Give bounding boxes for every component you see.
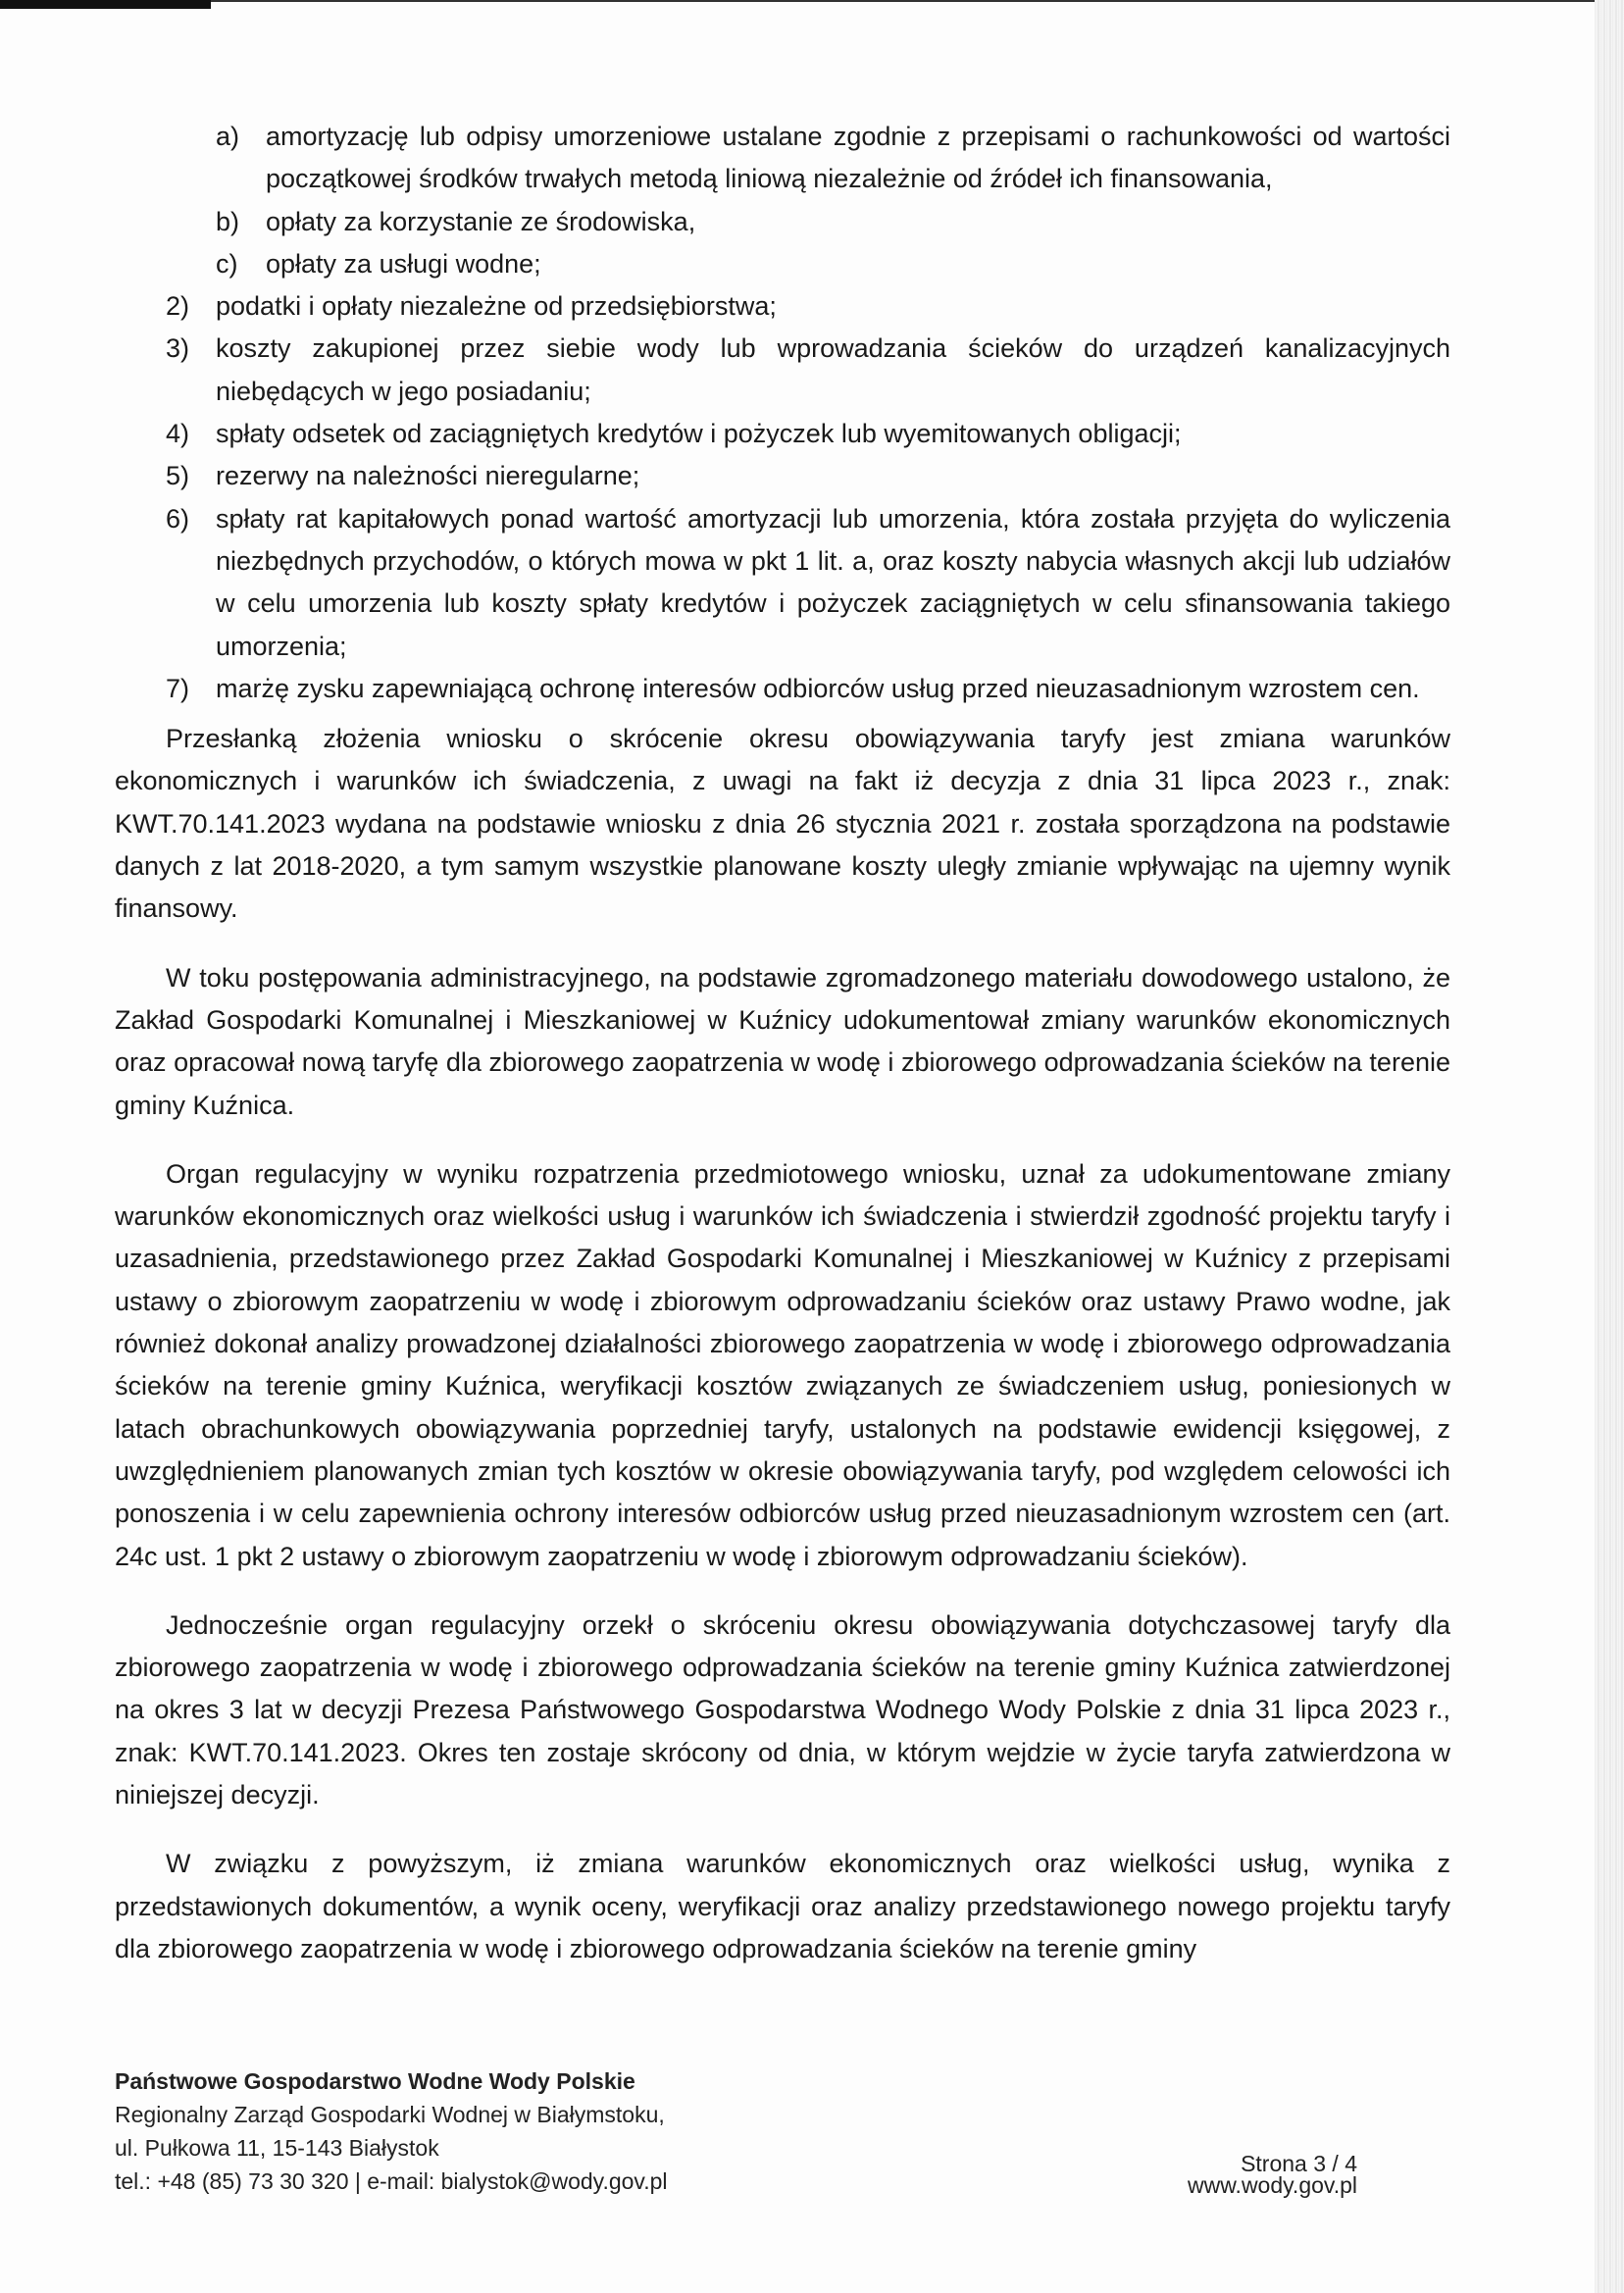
footer-right [1063,2153,1357,2196]
list-item-4 [115,413,1450,455]
website-link[interactable]: www.wody.gov.pl [1188,2172,1357,2198]
page-number: Strona 3 / 4 [1241,2151,1357,2176]
paragraph: Organ regulacyjny w wyniku rozpatrzenia przedmiotowego wniosku, uznał za udokumentowane zmiany warunków ekonomicznych oraz wielkości usług i warunków ich świadczenia i stwierdził zgodność projektu taryfy i uzasadnienia, przedstawionego przez Zakład Gospodarki Komunalnej i Mieszkaniowej w Kuźnicy z przepisami ustawy o zbiorowym zaopatrzeniu w wodę i zbiorowym odprowadzaniu ścieków oraz ustawy Prawo wodne, jak również dokonał analizy prowadzonej działalności zbiorowego zaopatrzenia w wodę i zbiorowego odprowadzania ścieków na terenie gminy Kuźnica, weryfikacji kosztów związanych ze świadczeniem usług, poniesionych w latach obrachunkowych obowiązywania poprzedniej taryfy, ustalonych na podstawie ewidencji księgowej, z uwzględnieniem planowanych zmian tych kosztów w okresie obowiązywania taryfy, pod względem celowości ich ponoszenia i w celu zapewnienia ochrony interesów odbiorców usług przed nieuzasadnionym wzrostem cen (art. 24c ust. 1 pkt 2 ustawy o zbiorowym zaopatrzeniu w wodę i zbiorowym odprowadzaniu ścieków). [115,1158,1450,1571]
list-marker: 2) [166,291,190,322]
list-item-text: podatki i opłaty niezależne od przedsiębiorstwa; [216,291,777,322]
list-marker: 6) [166,503,190,534]
list-item-6 [115,498,1450,668]
document-body [115,116,1450,1997]
list-marker: a) [216,122,240,151]
scan-artifact-bar [0,0,211,9]
footer-street: ul. Pułkowa 11, 15-143 Białystok [115,2135,439,2161]
list-marker: 3) [166,333,190,364]
footer-organization: Państwowe Gospodarstwo Wodne Wody Polskie [115,2068,635,2094]
list-item-a [115,116,1450,201]
scan-edge [1595,0,1624,2293]
list-item-c [115,243,1450,285]
list-item-3 [115,328,1450,413]
list-marker: c) [216,248,238,279]
list-item-2 [115,285,1450,328]
list-marker: 4) [166,419,190,449]
list-marker: b) [216,206,240,236]
footer-address [115,2064,668,2198]
list-item-text: koszty zakupionej przez siebie wody lub wprowadzania ścieków do urządzeń kanalizacyjnych niebędących w jego posiadaniu; [216,333,1450,406]
footer-contact: tel.: +48 (85) 73 30 320 | e-mail: bialystok@wody.gov.pl [115,2168,668,2194]
list-item-text: spłaty rat kapitałowych ponad wartość amortyzacji lub umorzenia, która została przyjęta do wyliczenia niezbędnych przychodów, o których mowa w pkt 1 lit. a, oraz koszty nabycia własnych akcji lub udziałów w celu umorzenia lub koszty spłaty kredytów i pożyczek zaciągniętych w celu sfinansowania takiego umorzenia; [216,503,1450,661]
list-item-7 [115,668,1450,710]
list-item-text: spłaty odsetek od zaciągniętych kredytów i pożyczek lub wyemitowanych obligacji; [216,419,1182,449]
list-marker: 5) [166,461,190,491]
paragraph: W związku z powyższym, iż zmiana warunków ekonomicznych oraz wielkości usług, wynika z przedstawionych dokumentów, a wynik oceny, weryfikacji oraz analizy przedstawionego nowego projektu taryfy dla zbiorowego zaopatrzenia w wodę i zbiorowego odprowadzania ścieków na terenie gminy [115,1849,1450,1963]
list-item-text: rezerwy na należności nieregularne; [216,461,640,491]
list-item-5 [115,455,1450,497]
scan-artifact-line [211,0,1603,2]
list-marker: 7) [166,673,190,703]
footer-office: Regionalny Zarząd Gospodarki Wodnej w Białymstoku, [115,2102,665,2127]
paragraph: Przesłanką złożenia wniosku o skrócenie okresu obowiązywania taryfy jest zmiana warunków ekonomicznych i warunków ich świadczenia, z uwagi na fakt iż decyzja z dnia 31 lipca 2023 r., znak: KWT.70.141.2023 wydana na podstawie wniosku z dnia 26 stycznia 2021 r. została sporządzona na podstawie danych z lat 2018-2020, a tym samym wszystkie planowane koszty uległy zmianie wpływając na ujemny wynik finansowy. [115,724,1450,924]
paragraph: Jednocześnie organ regulacyjny orzekł o skróceniu okresu obowiązywania dotychczasowej taryfy dla zbiorowego zaopatrzenia w wodę i zbiorowego odprowadzania ścieków na terenie gminy Kuźnica zatwierdzonej na okres 3 lat w decyzji Prezesa Państwowego Gospodarstwa Wodnego Wody Polskie z dnia 31 lipca 2023 r., znak: KWT.70.141.2023. Okres ten zostaje skrócony od dnia, w którym wejdzie w życie taryfa zatwierdzona w niniejszej decyzji. [115,1609,1450,1809]
list-item-text: amortyzację lub odpisy umorzeniowe ustalane zgodnie z przepisami o rachunkowości od wartości początkowej środków trwałych metodą liniową niezależnie od źródeł ich finansowania, [266,122,1450,194]
list-item-text: marżę zysku zapewniającą ochronę interesów odbiorców usług przed nieuzasadnionym wzrostem cen. [216,673,1420,703]
list-item-b [115,201,1450,243]
list-item-text: opłaty za korzystanie ze środowiska, [266,206,696,236]
paragraph: W toku postępowania administracyjnego, na podstawie zgromadzonego materiału dowodowego ustalono, że Zakład Gospodarki Komunalnej i Mieszkaniowej w Kuźnicy udokumentował zmiany warunków ekonomicznych oraz opracował nową taryfę dla zbiorowego zaopatrzenia w wodę i zbiorowego odprowadzania ścieków na terenie gminy Kuźnica. [115,962,1450,1120]
list-item-text: opłaty za usługi wodne; [266,248,541,279]
